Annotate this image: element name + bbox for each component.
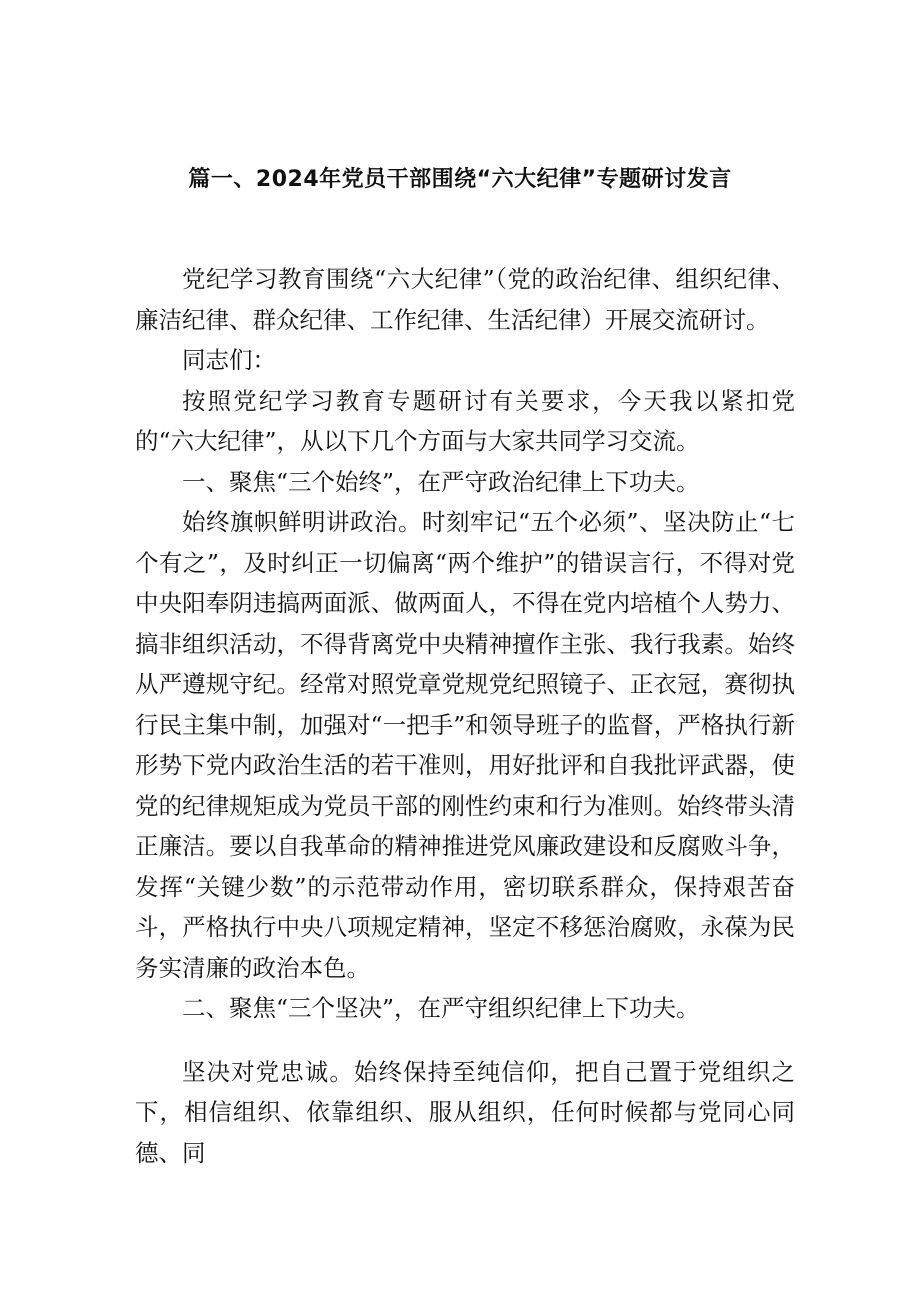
paragraph-opening: 按照党纪学习教育专题研讨有关要求，今天我以紧扣党的“六大纪律”，从以下几个方面与大家共同学习交流。 (135, 386, 795, 455)
paragraph-salutation: 同志们： (182, 346, 276, 374)
paragraph-intro: 党纪学习教育围绕“六大纪律”（党的政治纪律、组织纪律、廉洁纪律、群众纪律、工作纪律、生活纪律）开展交流研讨。 (135, 265, 795, 334)
paragraph-section-1: 始终旗帜鲜明讲政治。时刻牢记“五个必须”、坚决防止“七个有之”，及时纠正一切偏离“两个维护”的错误言行，不得对党中央阳奉阴违搞两面派、做两面人，不得在党内培植个人势力、搞非组织活动，不得背离党中央精神擅作主张、我行我素。始终从严遵规守纪。经常对照党章党规党纪照镜子、正衣冠，赛彻执行民主集中制，加强对“一把手”和领导班子的监督，严格执行新形势下党内政治生活的若干准则，用好批评和自我批评武器，使党的纪律规矩成为党员干部的刚性约束和行为准则。始终带头清正廉洁。要以自我革命的精神推进党风廉政建设和反腐败斗争，发挥“关键少数”的示范带动作用，密切联系群众，保持艰苦奋斗，严格执行中央八项规定精神，坚定不移惩治腐败，永葆为民务实清廉的政治本色。 (135, 508, 795, 982)
paragraph-spacer (135, 1029, 795, 1052)
section-heading-1: 一、聚焦“三个始终”，在严守政治纪律上下功夫。 (182, 467, 700, 496)
document-body (135, 259, 795, 1173)
paragraph-section-2: 坚决对党忠诚。始终保持至纯信仰，把自己置于党组织之下，相信组织、依靠组织、服从组织，任何时候都与党同心同德、同 (135, 1057, 795, 1167)
section-heading-2: 二、聚焦“三个坚决”，在严守组织纪律上下功夫。 (182, 994, 700, 1022)
document-title: 篇一、2024年党员干部围绕“六大纪律”专题研讨发言 (188, 167, 732, 192)
